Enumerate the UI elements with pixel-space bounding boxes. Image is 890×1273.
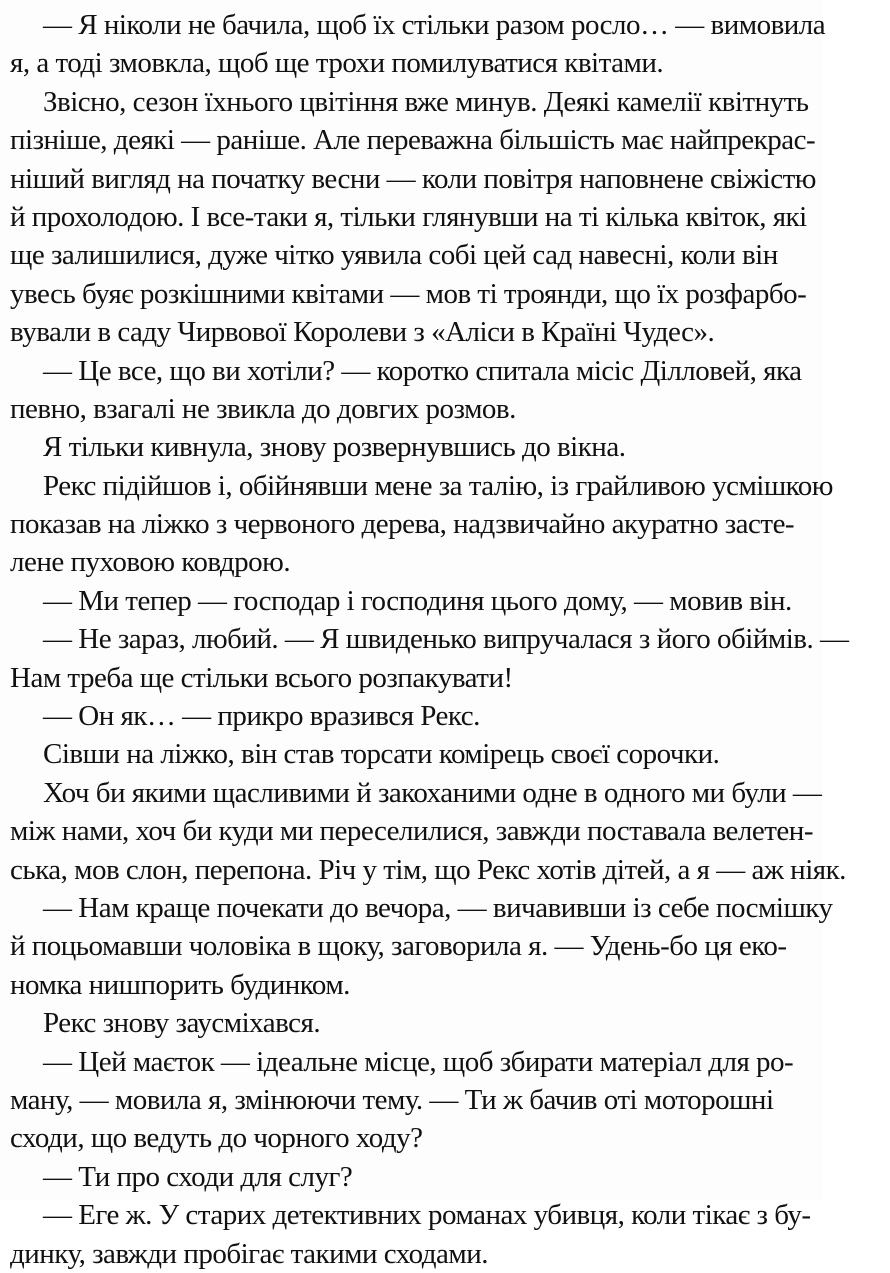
- text-line: ська, мов слон, перепона. Річ у тім, що Рекс хотів дітей, а я — аж ніяк.: [10, 853, 846, 886]
- text-line: — Еге ж. У старих детективних романах убивця, коли тікає з бу-: [43, 1199, 811, 1232]
- text-line: — Це все, що ви хотіли? — коротко спитала місіс Ділловей, яка: [43, 354, 802, 387]
- text-line: — Цей маєток — ідеальне місце, щоб збирати матеріал для ро-: [43, 1045, 794, 1078]
- text-line: Рекс підійшов і, обійнявши мене за талію, із грайливою усмішкою: [43, 469, 833, 502]
- text-line: Нам треба ще стільки всього розпакувати!: [10, 661, 513, 694]
- text-line: Сівши на ліжко, він став торсати комірець своєї сорочки.: [43, 738, 720, 771]
- text-line: Звісно, сезон їхнього цвітіння вже минув. Деякі камелії квітнуть: [43, 85, 809, 118]
- text-line: між нами, хоч би куди ми переселилися, завжди поставала велетен-: [10, 815, 813, 848]
- text-line: ніший вигляд на початку весни — коли повітря наповнене свіжістю: [10, 162, 816, 195]
- text-line: пізніше, деякі — раніше. Але переважна більшість має найпрекрас-: [10, 124, 816, 157]
- text-line: я, а тоді змовкла, щоб ще трохи помилуватися квітами.: [10, 47, 664, 80]
- text-line: певно, взагалі не звикла до довгих розмов.: [10, 392, 516, 425]
- text-line: — Я ніколи не бачила, щоб їх стільки разом росло… — вимовила: [43, 9, 826, 41]
- text-line: Хоч би якими щасливими й закоханими одне в одного ми були —: [43, 776, 822, 809]
- page-text: [10, 6, 890, 1273]
- text-line: — Ми тепер — господар і господиня цього дому, — мовив він.: [43, 584, 792, 617]
- text-line: ману, — мовила я, змінюючи тему. — Ти ж бачив оті моторошні: [10, 1083, 774, 1116]
- text-line: сходи, що ведуть до чорного ходу?: [10, 1122, 423, 1155]
- text-line: увесь буяє розкішними квітами — мов ті троянди, що їх розфарбо-: [10, 277, 807, 310]
- text-line: — Нам краще почекати до вечора, — вичавивши із себе посмішку: [43, 891, 833, 924]
- text-line: Я тільки кивнула, знову розвернувшись до вікна.: [43, 431, 626, 464]
- text-line: вували в саду Чирвової Королеви з «Аліси в Країні Чудес».: [10, 316, 715, 349]
- text-line: — Ти про сходи для слуг?: [43, 1160, 353, 1193]
- text-line: номка нишпорить будинком.: [10, 968, 350, 1001]
- text-line: — Он як… — прикро вразився Рекс.: [43, 700, 480, 733]
- text-line: лене пуховою ковдрою.: [10, 546, 291, 579]
- text-line: й поцьомавши чоловіка в щоку, заговорила я. — Удень-бо ця еко-: [10, 930, 787, 963]
- text-line: й прохолодою. І все-таки я, тільки глянувши на ті кілька квіток, які: [10, 200, 807, 233]
- text-line: показав на ліжко з червоного дерева, надзвичайно акуратно засте-: [10, 508, 795, 541]
- text-line: Рекс знову заусміхався.: [43, 1007, 321, 1040]
- text-line: — Не зараз, любий. — Я швиденько випручалася з його обіймів. —: [43, 623, 849, 656]
- text-line: ще залишилися, дуже чітко уявила собі цей сад навесні, коли він: [10, 239, 778, 272]
- text-line: динку, завжди пробігає такими сходами.: [10, 1237, 489, 1270]
